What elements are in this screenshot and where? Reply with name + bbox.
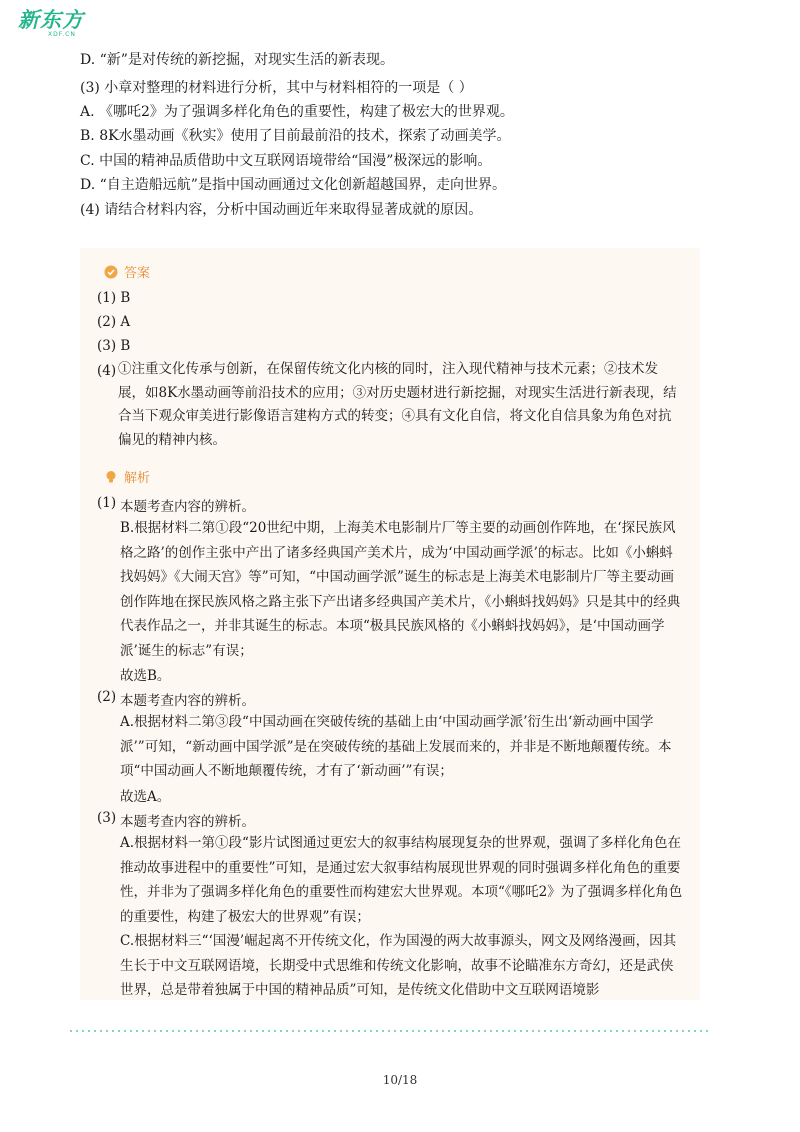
question-line: B. 8K水墨动画《秋实》使用了目前最前沿的技术，探索了动画美学。 [80, 128, 511, 144]
analysis-body: A.根据材料一第①段“影片试图通过更宏大的叙事结构展现复杂的世界观，强调了多样化角色在推动故事进程中的重要性”可知，是通过宏大叙事结构展现世界观的同时强调多样化角色的重要性，并非为了强调多样化角色的重要性而构建宏大世界观。本项“《哪吒2》为了强调多样化角色的重要性，构建了极宏大的世界观”有误； [120, 835, 683, 925]
analysis-tag-label: 解析 [124, 471, 151, 486]
question-line: A. 《哪吒2》为了强调多样化角色的重要性，构建了极宏大的世界观。 [80, 104, 514, 120]
question-line: D. “自主造船远航”是指中国动画通过文化创新超越国界，走向世界。 [80, 177, 506, 193]
question-line: (3) 小章对整理的材料进行分析，其中与材料相符的一项是（ ） [80, 80, 473, 96]
analysis-number: (3) [97, 810, 117, 826]
answer-item-number: (4) [97, 363, 117, 379]
analysis-conclusion: 故选A。 [120, 789, 171, 805]
lightbulb-icon [104, 470, 118, 484]
answer-tag-label: 答案 [124, 266, 151, 281]
analysis-conclusion: 故选B。 [120, 668, 171, 684]
answer-item: (1) B [97, 290, 131, 306]
question-line: D. “新”是对传统的新挖掘，对现实生活的新表现。 [80, 52, 394, 68]
analysis-body: A.根据材料二第③段“中国动画在突破传统的基础上由‘中国动画学派’衍生出‘新动画中国学派’”可知，“新动画中国学派”是在突破传统的基础上发展而来的，并非是不断地颠覆传统。本项“中国动画人不断地颠覆传统，才有了‘新动画’”有误； [120, 714, 672, 780]
logo-text: 新东方 [18, 8, 84, 32]
brand-logo [18, 8, 90, 44]
analysis-tag [104, 467, 150, 486]
analysis-lead: 本题考查内容的辨析。 [120, 814, 255, 830]
analysis-body-continued: C.根据材料三“‘国漫’崛起离不开传统文化，作为国漫的两大故事源头，网文及网络漫画，因其生长于中文互联网语境，长期受中式思维和传统文化影响，故事不论瞄准东方奇幻，还是武侠世界，总是带着独属于中国的精神品质”可知，是传统文化借助中文互联网语境影 [120, 933, 677, 999]
answer-item: (3) B [97, 338, 131, 354]
analysis-body: B.根据材料二第①段“20世纪中期，上海美术电影制片厂等主要的动画创作阵地，在‘探民族风格之路’的创作主张中产出了诸多经典国产美术片，成为‘中国动画学派’的标志。比如《小蝌蚪找妈妈》《大闹天宫》等”可知，“中国动画学派”诞生的标志是上海美术电影制片厂等主要动画创作阵地在探民族风格之路主张下产出诸多经典国产美术片，《小蝌蚪找妈妈》只是其中的经典代表作品之一，并非其诞生的标志。本项“极具民族风格的《小蝌蚪找妈妈》，是‘中国动画学派’诞生的标志”有误； [120, 520, 681, 659]
dotted-divider [68, 1030, 710, 1032]
analysis-number: (1) [97, 495, 117, 511]
analysis-lead: 本题考查内容的辨析。 [120, 499, 255, 515]
logo-subtext: XDF.CN [48, 31, 76, 38]
question-line: (4) 请结合材料内容，分析中国动画近年来取得显著成就的原因。 [80, 202, 483, 218]
analysis-number: (2) [97, 689, 117, 705]
analysis-lead: 本题考查内容的辨析。 [120, 693, 255, 709]
page-number: 10/18 [382, 1073, 418, 1087]
check-badge-icon [104, 265, 118, 279]
answer-item-text: ①注重文化传承与创新，在保留传统文化内核的同时，注入现代精神与技术元素；②技术发展，如8K水墨动画等前沿技术的应用；③对历史题材进行新挖掘，对现实生活进行新表现，结合当下观众审美进行影像语言建构方式的转变；④具有文化自信，将文化自信具象为角色对抗偏见的精神内核。 [118, 361, 677, 448]
question-line: C. 中国的精神品质借助中文互联网语境带给“国漫”极深远的影响。 [80, 153, 492, 169]
answer-item: (2) A [97, 314, 131, 330]
answer-tag [104, 262, 150, 281]
